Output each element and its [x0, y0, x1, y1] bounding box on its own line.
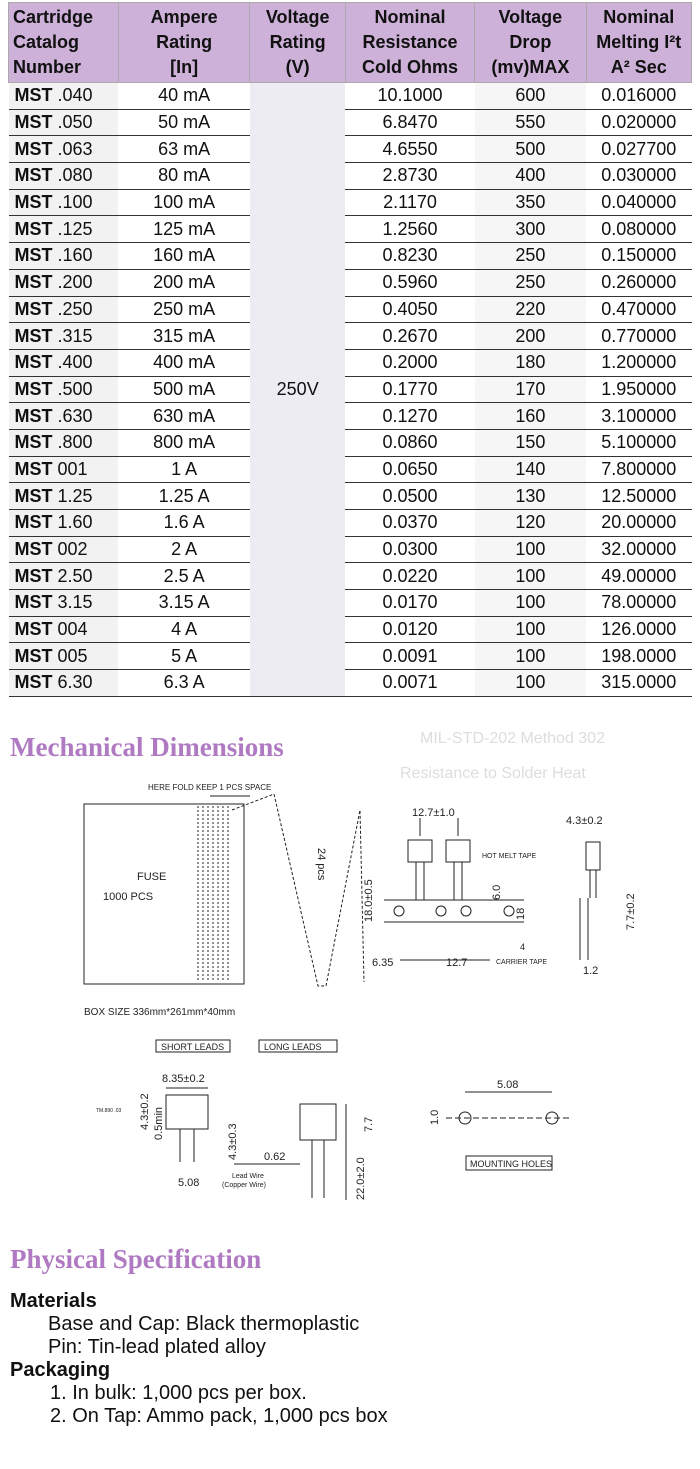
voltage-drop-cell: 300 — [475, 216, 586, 243]
catalog-prefix: MST — [14, 619, 53, 640]
ampere-rating-cell: 250 mA — [118, 296, 250, 323]
packaging-heading: Packaging — [10, 1359, 111, 1381]
voltage-drop-cell: 500 — [475, 136, 586, 163]
resistance-cell: 1.2560 — [345, 216, 474, 243]
tape-dim-127: 12.7 — [446, 957, 468, 969]
resistance-cell: 0.0220 — [345, 563, 474, 590]
catalog-number-cell — [9, 510, 119, 537]
fuse-body — [446, 840, 470, 862]
resistance-cell: 0.0650 — [345, 456, 474, 483]
table-row — [9, 109, 692, 136]
box-label-count: 1000 PCS — [103, 891, 154, 903]
catalog-code: .630 — [57, 405, 93, 426]
long-body-height: 7.7 — [363, 1116, 375, 1132]
table-row — [9, 536, 692, 563]
ampere-rating-cell: 500 mA — [118, 376, 250, 403]
catalog-code: .063 — [57, 138, 93, 159]
catalog-code: 6.30 — [57, 672, 93, 693]
ampere-rating-cell: 400 mA — [118, 349, 250, 376]
lead-diameter: 0.62 — [264, 1151, 286, 1163]
catalog-prefix: MST — [14, 245, 53, 266]
ampere-rating-cell: 40 mA — [118, 83, 250, 110]
voltage-drop-cell: 140 — [475, 456, 586, 483]
resistance-cell: 2.8730 — [345, 163, 474, 190]
catalog-number-cell — [9, 403, 119, 430]
voltage-drop-cell: 550 — [475, 109, 586, 136]
short-leads-label: SHORT LEADS — [161, 1042, 225, 1052]
melting-i2t-cell: 78.00000 — [586, 590, 691, 617]
lead-wire-material: (Copper Wire) — [222, 1182, 266, 1189]
melting-i2t-cell: 7.800000 — [586, 456, 691, 483]
table-row — [9, 643, 692, 670]
melting-i2t-cell: 315.0000 — [586, 670, 691, 697]
catalog-code: 1.60 — [57, 512, 93, 533]
melting-i2t-cell: 5.100000 — [586, 429, 691, 456]
header-ampere-rating: Ampere Rating [In] — [118, 3, 250, 83]
table-header-row — [9, 3, 692, 83]
table-row — [9, 296, 692, 323]
catalog-code: .125 — [57, 218, 93, 239]
catalog-number-cell — [9, 429, 119, 456]
physical-specification — [10, 1290, 388, 1428]
voltage-drop-cell: 100 — [475, 670, 586, 697]
ampere-rating-cell: 100 mA — [118, 189, 250, 216]
lead-body-height: 4.3±0.2 — [139, 1093, 151, 1130]
ampere-rating-cell: 80 mA — [118, 163, 250, 190]
catalog-number-cell — [9, 456, 119, 483]
voltage-drop-cell: 100 — [475, 563, 586, 590]
resistance-cell: 0.0300 — [345, 536, 474, 563]
melting-i2t-cell: 0.027700 — [586, 136, 691, 163]
bleed-through-text: Resistance to Solder Heat — [400, 765, 586, 782]
mounting-holes-label: MOUNTING HOLES — [470, 1159, 553, 1169]
voltage-drop-cell: 180 — [475, 349, 586, 376]
tape-pitch: 12.7±1.0 — [412, 807, 455, 819]
voltage-drop-cell: 120 — [475, 510, 586, 537]
voltage-drop-cell: 100 — [475, 536, 586, 563]
resistance-cell: 0.8230 — [345, 243, 474, 270]
catalog-code: .080 — [57, 165, 93, 186]
voltage-drop-cell: 130 — [475, 483, 586, 510]
fuse-long-leads — [300, 1104, 336, 1140]
catalog-prefix: MST — [14, 565, 53, 586]
catalog-number-cell — [9, 189, 119, 216]
table-row — [9, 163, 692, 190]
catalog-prefix: MST — [14, 112, 53, 133]
catalog-prefix: MST — [14, 138, 53, 159]
tape-dim-18: 18 — [515, 907, 527, 920]
voltage-drop-cell: 250 — [475, 243, 586, 270]
table-row — [9, 376, 692, 403]
tape-dim-6: 6.0 — [491, 884, 503, 900]
lead-marking: TM.890 .03 — [96, 1108, 122, 1114]
catalog-number-cell — [9, 563, 119, 590]
melting-i2t-cell: 3.100000 — [586, 403, 691, 430]
side-width: 4.3±0.2 — [566, 815, 603, 827]
resistance-cell: 0.0500 — [345, 483, 474, 510]
side-height: 7.7±0.2 — [625, 893, 637, 930]
resistance-cell: 0.0170 — [345, 590, 474, 617]
ampere-rating-cell: 5 A — [118, 643, 250, 670]
catalog-code: 1.25 — [57, 485, 93, 506]
resistance-cell: 0.1770 — [345, 376, 474, 403]
ampere-rating-cell: 160 mA — [118, 243, 250, 270]
voltage-rating-cell: 250V — [250, 83, 345, 697]
ampere-rating-cell: 200 mA — [118, 269, 250, 296]
voltage-drop-cell: 200 — [475, 323, 586, 350]
tape-dim-635: 6.35 — [372, 957, 394, 969]
catalog-code: 3.15 — [57, 592, 93, 613]
melting-i2t-cell: 1.200000 — [586, 349, 691, 376]
table-row — [9, 323, 692, 350]
catalog-code: 2.50 — [57, 565, 93, 586]
resistance-cell: 0.0071 — [345, 670, 474, 697]
ampere-rating-cell: 1.6 A — [118, 510, 250, 537]
voltage-drop-cell: 150 — [475, 429, 586, 456]
header-catalog-number: Cartridge Catalog Number — [9, 3, 119, 83]
lead-wire-label: Lead Wire — [232, 1173, 264, 1180]
catalog-number-cell — [9, 616, 119, 643]
table-row — [9, 189, 692, 216]
table-row — [9, 483, 692, 510]
catalog-prefix: MST — [14, 592, 53, 613]
catalog-number-cell — [9, 323, 119, 350]
table-row — [9, 510, 692, 537]
table-row — [9, 616, 692, 643]
table-row — [9, 243, 692, 270]
tape-height: 18.0±0.5 — [363, 879, 375, 922]
catalog-number-cell — [9, 269, 119, 296]
catalog-prefix: MST — [14, 405, 53, 426]
table-row — [9, 590, 692, 617]
fold-note: HERE FOLD KEEP 1 PCS SPACE — [148, 783, 272, 792]
box-label-fuse: FUSE — [137, 871, 167, 883]
melting-i2t-cell: 20.00000 — [586, 510, 691, 537]
sprocket-hole — [394, 906, 404, 916]
resistance-cell: 0.0091 — [345, 643, 474, 670]
catalog-prefix: MST — [14, 272, 53, 293]
lead-min: 0.5min — [153, 1106, 165, 1140]
materials-item: Pin: Tin-lead plated alloy — [48, 1336, 266, 1358]
catalog-code: .315 — [57, 325, 93, 346]
catalog-prefix: MST — [14, 85, 53, 106]
catalog-code: 005 — [57, 645, 88, 666]
resistance-cell: 0.2000 — [345, 349, 474, 376]
ampere-rating-cell: 3.15 A — [118, 590, 250, 617]
melting-i2t-cell: 1.950000 — [586, 376, 691, 403]
side-dim-12: 1.2 — [583, 965, 599, 977]
resistance-cell: 0.4050 — [345, 296, 474, 323]
physical-specification-title: Physical Specification — [10, 1244, 262, 1274]
ampere-rating-cell: 50 mA — [118, 109, 250, 136]
materials-heading: Materials — [10, 1290, 97, 1312]
resistance-cell: 0.0370 — [345, 510, 474, 537]
catalog-code: .400 — [57, 352, 93, 373]
mechanical-dimensions-drawing — [0, 770, 700, 1210]
hot-melt-label: HOT MELT TAPE — [482, 853, 537, 860]
catalog-number-cell — [9, 349, 119, 376]
catalog-number-cell — [9, 670, 119, 697]
catalog-code: .040 — [57, 85, 93, 106]
catalog-prefix: MST — [14, 539, 53, 560]
table-row — [9, 136, 692, 163]
ampere-rating-cell: 2.5 A — [118, 563, 250, 590]
header-melting-i2t: Nominal Melting I²t A² Sec — [586, 3, 691, 83]
table-row — [9, 83, 692, 110]
lead-length: 4.3±0.3 — [227, 1123, 239, 1160]
catalog-code: .050 — [57, 112, 93, 133]
voltage-drop-cell: 170 — [475, 376, 586, 403]
catalog-prefix: MST — [14, 432, 53, 453]
table-row — [9, 429, 692, 456]
resistance-cell: 4.6550 — [345, 136, 474, 163]
resistance-cell: 2.1170 — [345, 189, 474, 216]
catalog-number-cell — [9, 643, 119, 670]
mount-dia: 1.0 — [429, 1109, 441, 1125]
melting-i2t-cell: 0.770000 — [586, 323, 691, 350]
tape-dim-4: 4 — [520, 942, 526, 952]
melting-i2t-cell: 0.030000 — [586, 163, 691, 190]
catalog-number-cell — [9, 483, 119, 510]
ampere-rating-cell: 4 A — [118, 616, 250, 643]
voltage-drop-cell: 100 — [475, 616, 586, 643]
catalog-prefix: MST — [14, 325, 53, 346]
voltage-drop-cell: 400 — [475, 163, 586, 190]
table-row — [9, 349, 692, 376]
catalog-number-cell — [9, 243, 119, 270]
resistance-cell: 0.2670 — [345, 323, 474, 350]
resistance-cell: 0.1270 — [345, 403, 474, 430]
voltage-drop-cell: 100 — [475, 643, 586, 670]
catalog-prefix: MST — [14, 218, 53, 239]
resistance-cell: 0.0860 — [345, 429, 474, 456]
table-row — [9, 269, 692, 296]
voltage-drop-cell: 220 — [475, 296, 586, 323]
ampere-rating-cell: 125 mA — [118, 216, 250, 243]
catalog-code: .250 — [57, 298, 93, 319]
melting-i2t-cell: 126.0000 — [586, 616, 691, 643]
melting-i2t-cell: 0.016000 — [586, 83, 691, 110]
catalog-code: 001 — [57, 458, 88, 479]
catalog-number-cell — [9, 590, 119, 617]
pcs-label: 24 pcs — [315, 848, 327, 881]
resistance-cell: 0.0120 — [345, 616, 474, 643]
ampere-rating-cell: 630 mA — [118, 403, 250, 430]
catalog-number-cell — [9, 163, 119, 190]
melting-i2t-cell: 0.020000 — [586, 109, 691, 136]
mechanical-dimensions-title: Mechanical Dimensions — [10, 732, 284, 762]
catalog-code: .100 — [57, 192, 93, 213]
materials-item: Base and Cap: Black thermoplastic — [48, 1313, 360, 1335]
ampere-rating-cell: 1.25 A — [118, 483, 250, 510]
header-voltage-rating: Voltage Rating (V) — [250, 3, 345, 83]
catalog-prefix: MST — [14, 645, 53, 666]
catalog-prefix: MST — [14, 378, 53, 399]
melting-i2t-cell: 0.260000 — [586, 269, 691, 296]
catalog-code: .160 — [57, 245, 93, 266]
catalog-prefix: MST — [14, 165, 53, 186]
packaging-item: 2. On Tap: Ammo pack, 1,000 pcs box — [50, 1405, 388, 1427]
table-row — [9, 563, 692, 590]
table-row — [9, 403, 692, 430]
header-nominal-resistance: Nominal Resistance Cold Ohms — [345, 3, 474, 83]
melting-i2t-cell: 12.50000 — [586, 483, 691, 510]
catalog-code: .200 — [57, 272, 93, 293]
catalog-prefix: MST — [14, 458, 53, 479]
ampere-rating-cell: 2 A — [118, 536, 250, 563]
catalog-prefix: MST — [14, 672, 53, 693]
table-row — [9, 456, 692, 483]
resistance-cell: 0.5960 — [345, 269, 474, 296]
melting-i2t-cell: 0.470000 — [586, 296, 691, 323]
ampere-rating-cell: 63 mA — [118, 136, 250, 163]
sprocket-hole — [436, 906, 446, 916]
specification-table — [8, 2, 692, 697]
table-body — [9, 83, 692, 697]
resistance-cell: 6.8470 — [345, 109, 474, 136]
packaging-item: 1. In bulk: 1,000 pcs per box. — [50, 1382, 307, 1404]
table-row — [9, 216, 692, 243]
fuse-side-view — [586, 842, 600, 870]
catalog-number-cell — [9, 296, 119, 323]
header-voltage-drop: Voltage Drop (mv)MAX — [475, 3, 586, 83]
melting-i2t-cell: 198.0000 — [586, 643, 691, 670]
resistance-cell: 10.1000 — [345, 83, 474, 110]
sprocket-hole — [504, 906, 514, 916]
voltage-drop-cell: 350 — [475, 189, 586, 216]
fuse-body — [408, 840, 432, 862]
melting-i2t-cell: 0.040000 — [586, 189, 691, 216]
ampere-rating-cell: 800 mA — [118, 429, 250, 456]
catalog-prefix: MST — [14, 298, 53, 319]
table-row — [9, 670, 692, 697]
catalog-prefix: MST — [14, 192, 53, 213]
bleed-through-text: MIL-STD-202 Method 302 — [420, 730, 605, 747]
fold-zigzag — [232, 794, 364, 986]
ampere-rating-cell: 315 mA — [118, 323, 250, 350]
mount-pitch: 5.08 — [497, 1079, 519, 1091]
long-leads-label: LONG LEADS — [264, 1042, 322, 1052]
voltage-drop-cell: 100 — [475, 590, 586, 617]
fuse-short-leads — [166, 1095, 208, 1129]
catalog-prefix: MST — [14, 352, 53, 373]
melting-i2t-cell: 0.150000 — [586, 243, 691, 270]
melting-i2t-cell: 49.00000 — [586, 563, 691, 590]
catalog-number-cell — [9, 136, 119, 163]
box-size: BOX SIZE 336mm*261mm*40mm — [84, 1007, 236, 1018]
catalog-code: 002 — [57, 539, 88, 560]
catalog-code: .800 — [57, 432, 93, 453]
catalog-number-cell — [9, 83, 119, 110]
catalog-prefix: MST — [14, 485, 53, 506]
ampere-rating-cell: 1 A — [118, 456, 250, 483]
voltage-drop-cell: 160 — [475, 403, 586, 430]
catalog-number-cell — [9, 376, 119, 403]
catalog-number-cell — [9, 216, 119, 243]
lead-width: 8.35±0.2 — [162, 1073, 205, 1085]
sprocket-hole — [461, 906, 471, 916]
ampere-rating-cell: 6.3 A — [118, 670, 250, 697]
catalog-number-cell — [9, 536, 119, 563]
catalog-prefix: MST — [14, 512, 53, 533]
voltage-drop-cell: 600 — [475, 83, 586, 110]
catalog-code: .500 — [57, 378, 93, 399]
lead-pitch: 5.08 — [178, 1177, 200, 1189]
melting-i2t-cell: 0.080000 — [586, 216, 691, 243]
voltage-drop-cell: 250 — [475, 269, 586, 296]
catalog-code: 004 — [57, 619, 88, 640]
long-lead-length: 22.0±2.0 — [355, 1157, 367, 1200]
carrier-label: CARRIER TAPE — [496, 959, 548, 966]
catalog-number-cell — [9, 109, 119, 136]
melting-i2t-cell: 32.00000 — [586, 536, 691, 563]
